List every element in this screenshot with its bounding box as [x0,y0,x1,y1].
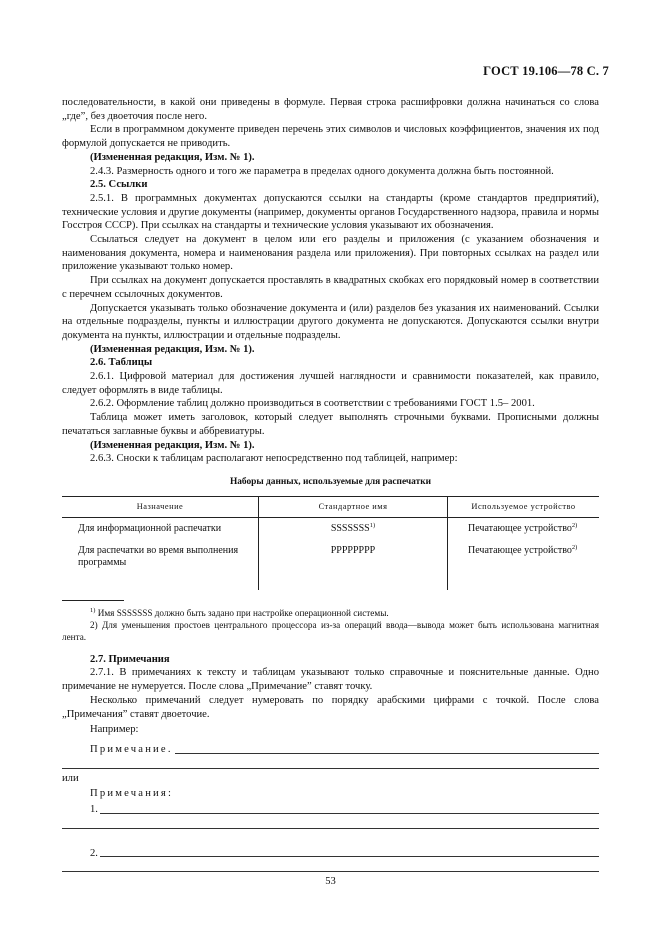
note-item-number: 1. [90,804,98,816]
note-label: Примечание. [90,743,173,755]
paragraph: Допускается указывать только обозначение документа и (или) разделов без указания их наименований. Ссылки на отдельные подразделы, пункты и иллюстрации другого документа не допускаются. Допускаются ссылки внутри документа на пункты, иллюстрации и отдельные подразделы. [62,302,599,341]
table-row [62,540,599,590]
blank-line [175,753,599,754]
paragraph: последовательности, в какой они приведены в формуле. Первая строка расшифровки должна начинаться со слова „где”, без двоеточия после него. [62,97,599,122]
table-header-standard-name: Стандартное имя [259,496,448,518]
cell-text: Печатающее устройство [468,544,572,556]
cell-text: Печатающее устройство [468,523,572,535]
paragraph: Если в программном документе приведен перечень этих символов и числовых коэффициентов, значения их под формулой допускается не приводить. [62,124,599,150]
blank-line [62,871,599,872]
table-header-device: Используемое устройство [448,496,600,518]
paragraph: 2.5.1. В программных документах допускаются ссылки на стандарты (кроме стандартов предприятий), технические условия и другие документы (например, документы органов Государственного надзора, правила и нормы Госстроя СССР). При ссылках на стандарты и технические условия указывают их обозначения. [62,192,599,232]
paragraph: 2.7.1. В примечаниях к тексту и таблицам указывают только справочные и пояснительные данные. Одно примечание не нумеруется. После слова „Примечание” ставят точку. [62,667,599,693]
cell-text: PPPPPPPP [330,544,376,556]
paragraph: Ссылаться следует на документ в целом или его разделы и приложения (с указанием обозначения и наименования документа, номера и наименования раздела или приложения). При повторных ссылках на раздел или приложение указывают только номер. [62,234,599,273]
footnote [62,619,599,643]
footnote-mark: 1) [90,606,96,614]
paragraph: Например: [90,724,139,736]
blank-line [62,768,599,769]
paragraph: 2.6.1. Цифровой материал для достижения лучшей наглядности и сравнимости показателей, как правило, следует оформлять в виде таблицы. [62,371,599,396]
paragraph: 2.4.3. Размерность одного и того же параметра в пределах одного документа должна быть постоянной. [90,165,554,177]
footnote [62,607,599,619]
table-cell-name [259,540,448,590]
paragraph: 2.6.2. Оформление таблиц должно производиться в соответствии с требованиями ГОСТ 1.5– 2001. [90,398,535,410]
amendment-note: (Измененная редакция, Изм. № 1). [90,343,255,355]
document-body [62,96,599,872]
table-cell-name [259,518,448,540]
table-cell-device [448,518,600,540]
note-item-number: 2. [90,847,98,859]
datasets-table [62,496,599,590]
table-header-purpose: Назначение [62,496,259,518]
cell-text: SSSSSSS [330,523,370,535]
footnote-ref: 2) [571,522,578,530]
blank-line [100,813,599,814]
amendment-note: (Измененная редакция, Изм. № 1). [90,151,255,163]
table-cell-device [448,540,600,590]
table-caption: Наборы данных, используемые для распечатки [229,476,432,487]
section-heading-links: 2.5. Ссылки [90,179,148,191]
amendment-note: (Измененная редакция, Изм. № 1). [90,439,255,451]
table-cell-purpose: Для распечатки во время выполнения программы [78,544,239,569]
blank-line [100,856,599,857]
section-heading-tables: 2.6. Таблицы [90,357,153,369]
paragraph: 2.6.3. Сноски к таблицам располагают непосредственно под таблицей, например: [90,453,458,465]
paragraph: При ссылках на документ допускается проставлять в квадратных скобках его порядковый номер в соответствии с перечнем ссылочных документов. [62,275,599,300]
note-example-single [62,743,599,757]
footnote-ref: 1) [369,522,376,530]
note-example-item-2 [62,847,599,861]
footnote-ref: 2) [571,543,578,551]
blank-line [62,828,599,829]
footnote-text: Имя SSSSSSS должно быть задано при настройке операционной системы. [97,607,389,618]
page-number: 53 [325,876,336,887]
paragraph: Несколько примечаний следует нумеровать по порядку арабскими цифрами с точкой. После слова „Примечания” ставят двоеточие. [62,694,599,720]
or-label: или [62,772,79,784]
document-header: ГОСТ 19.106—78 С. 7 [483,64,609,78]
note-example-item-1 [62,803,599,817]
footnote-divider [62,600,124,601]
footnote-mark: 2) [90,619,98,630]
table-cell-purpose: Для информационной распечатки [78,523,222,535]
footnote-text: Для уменьшения простоев центрального процессора из-за операций ввода—вывода может быть использована магнитная лента. [62,619,599,642]
notes-label: Примечания: [90,788,174,800]
table-row [62,518,599,540]
section-heading-notes: 2.7. Примечания [90,653,170,665]
footnotes [62,607,599,643]
paragraph: Таблица может иметь заголовок, который следует выполнять строчными буквами. Прописными должны печататься заглавные буквы и аббревиатуры. [62,412,599,437]
